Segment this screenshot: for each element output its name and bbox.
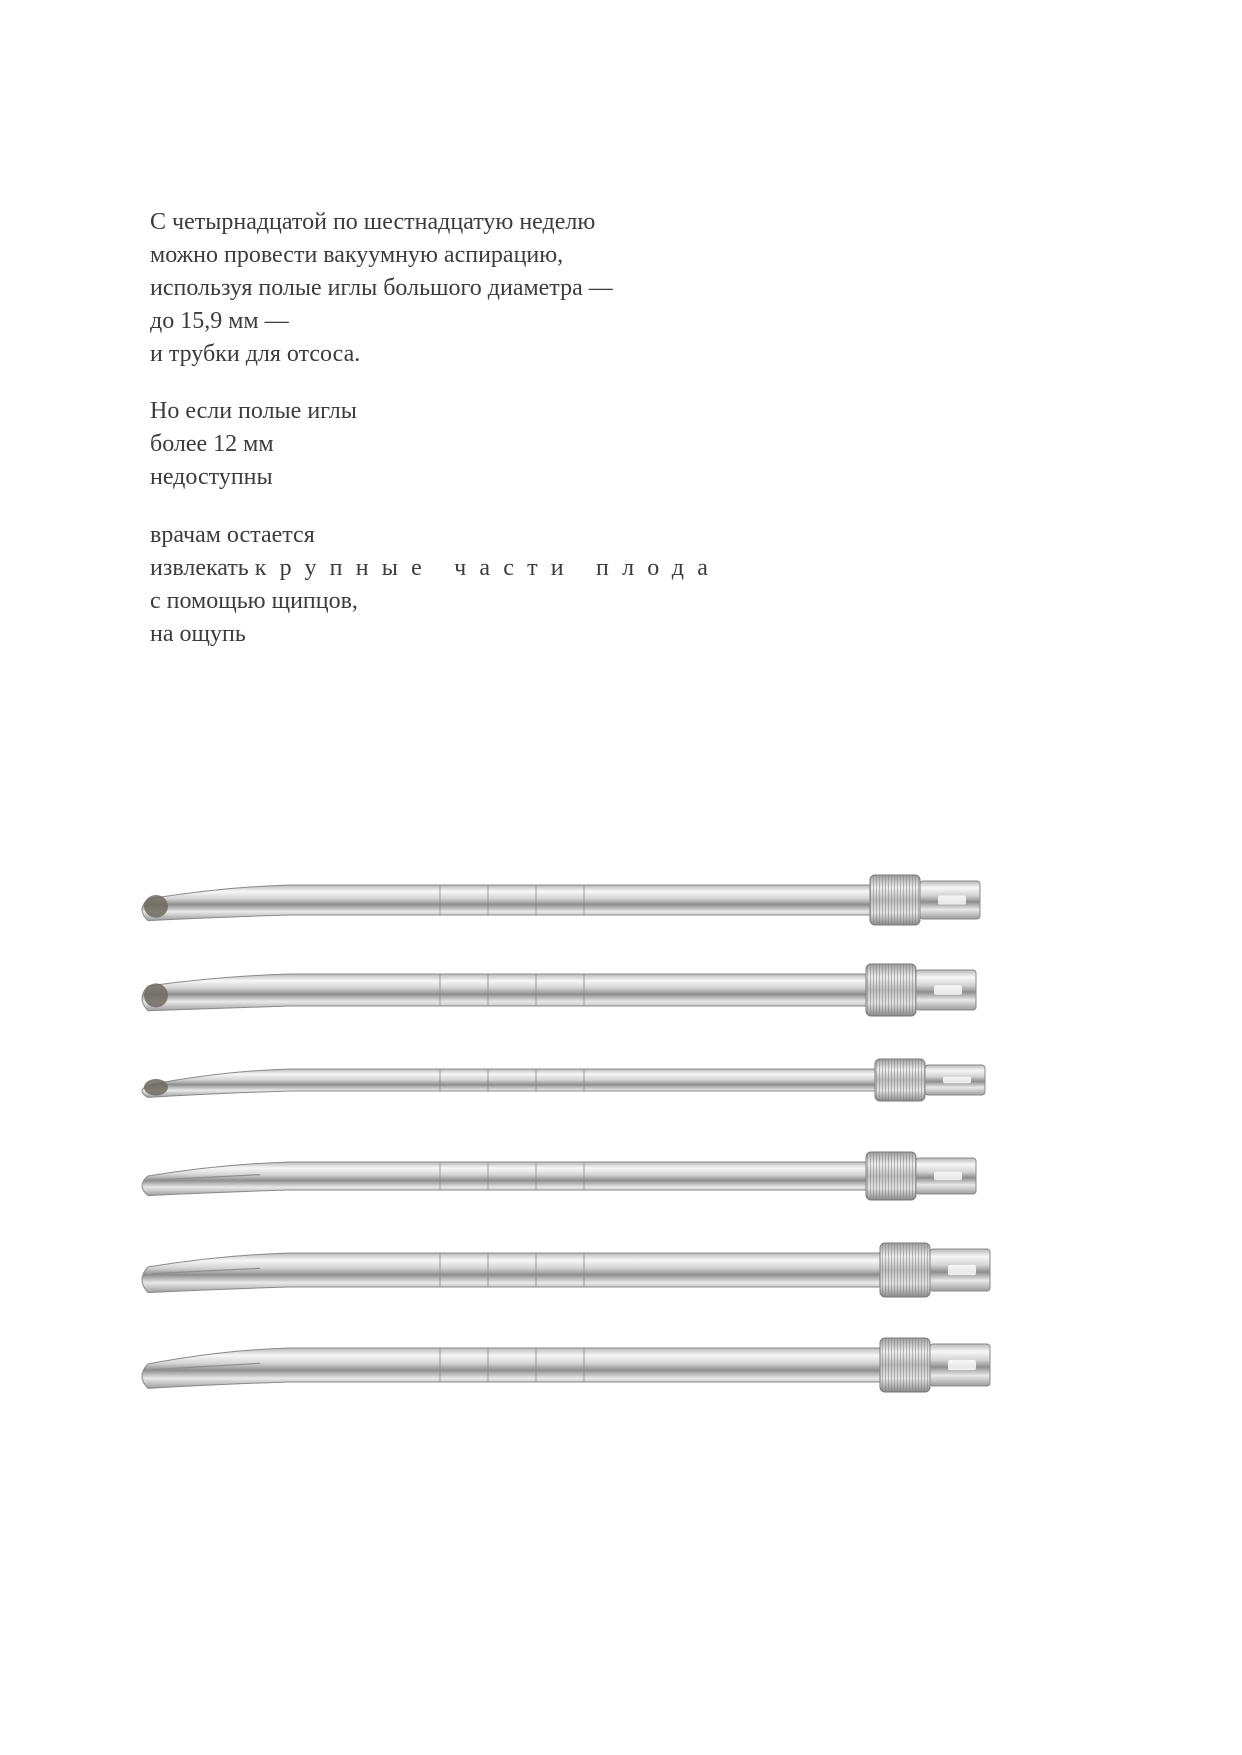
hub-slot xyxy=(934,1172,962,1180)
paragraph-1 xyxy=(150,206,613,371)
hub-slot xyxy=(934,985,962,995)
cannula xyxy=(142,875,980,925)
hub-slot xyxy=(938,896,966,905)
paragraph-line: более 12 мм xyxy=(150,431,274,457)
knurl-texture xyxy=(866,1152,916,1200)
cannula xyxy=(142,1338,990,1392)
spaced-emphasis: крупные части плода xyxy=(254,555,722,581)
knurl-texture xyxy=(880,1243,930,1297)
paragraph-line: врачам остается xyxy=(150,522,315,548)
cannula-tip-opening xyxy=(144,1079,168,1096)
knurl-texture xyxy=(875,1059,925,1101)
cannula-tube xyxy=(142,885,870,921)
cannula xyxy=(142,964,976,1016)
knurl-texture xyxy=(880,1338,930,1392)
paragraph-line: Но если полые иглы xyxy=(150,398,357,424)
cannula-tip-opening xyxy=(144,983,168,1007)
cannula-tube xyxy=(142,1348,880,1388)
paragraph-line: недоступны xyxy=(150,464,273,490)
paragraph-line: и трубки для отсоса. xyxy=(150,341,361,367)
cannula-tube xyxy=(142,1069,875,1097)
hub-slot xyxy=(943,1077,971,1084)
paragraph-line: используя полые иглы большого диаметра — xyxy=(150,275,613,301)
cannula-tube xyxy=(142,1162,866,1196)
cannula xyxy=(142,1152,976,1200)
paragraph-line: до 15,9 мм — xyxy=(150,308,289,334)
paragraph-mixed-line xyxy=(150,552,721,585)
cannula-tube xyxy=(142,974,866,1011)
cannula-tube xyxy=(142,1253,880,1293)
hub-slot xyxy=(948,1360,976,1370)
cannula-set-photo xyxy=(140,840,1130,1460)
cannula xyxy=(142,1059,985,1101)
line-prefix: извлекать xyxy=(150,555,255,581)
paragraph-line: можно провести вакуумную аспирацию, xyxy=(150,242,564,268)
knurl-texture xyxy=(870,875,920,925)
paragraph-line: на ощупь xyxy=(150,621,246,647)
paragraph-2 xyxy=(150,395,357,494)
paragraph-line: с помощью щипцов, xyxy=(150,588,358,614)
knurl-texture xyxy=(866,964,916,1016)
paragraph-line: С четырнадцатой по шестнадцатую неделю xyxy=(150,209,596,235)
cannula xyxy=(142,1243,990,1297)
cannula-illustration xyxy=(140,840,1130,1460)
paragraph-3 xyxy=(150,519,721,651)
cannula-tip-opening xyxy=(144,895,168,918)
hub-slot xyxy=(948,1265,976,1275)
